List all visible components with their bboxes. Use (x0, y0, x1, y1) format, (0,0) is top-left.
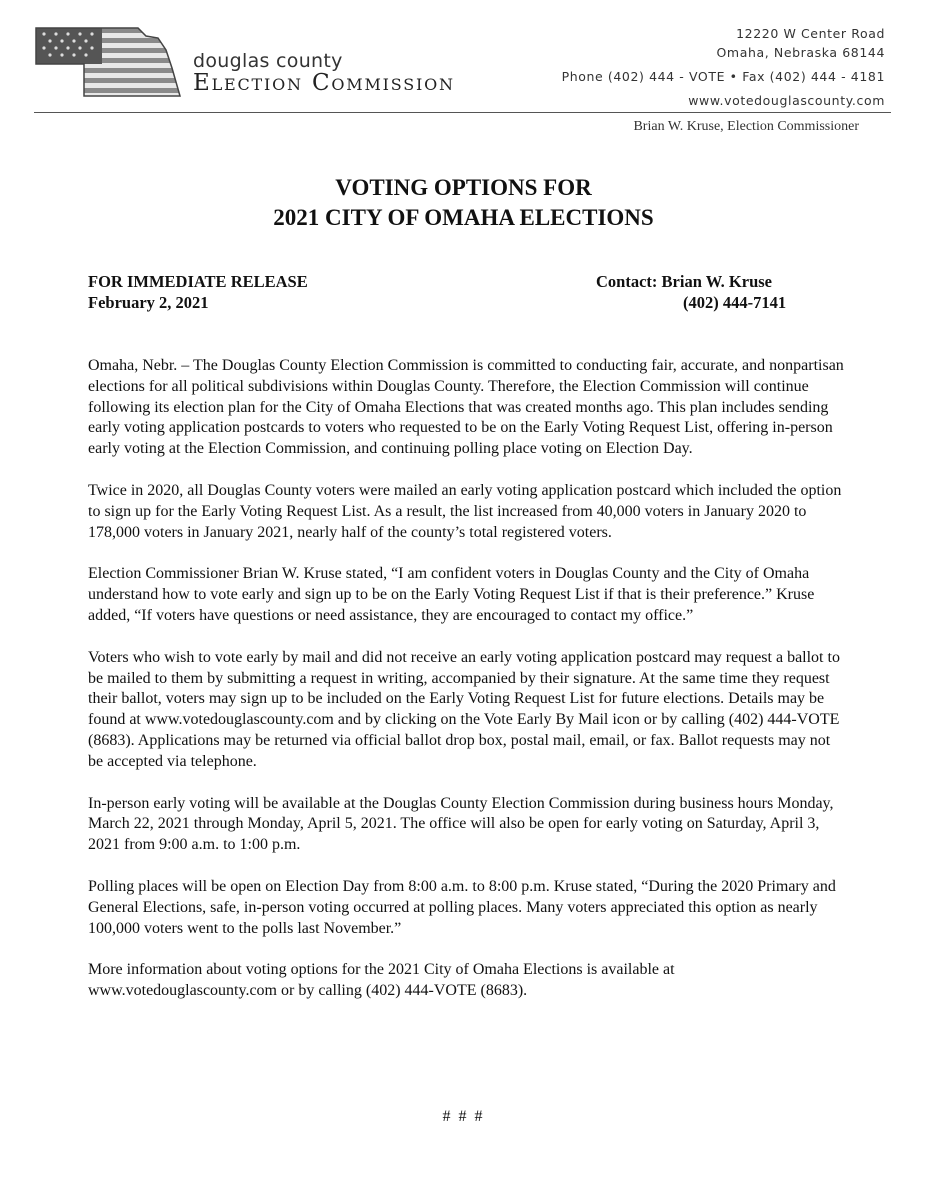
paragraph-mail-voting: Voters who wish to vote early by mail and did not receive an early voting application postcard may request a ballot to be mailed to them by submitting a request in writing, accompanied by their signature. At the same time they request their ballot, voters may sign up to be included on the Early Voting Request List for future elections. Details may be found at www.votedouglascounty.com and by clicking on the Vote Early By Mail icon or by calling (402) 444-VOTE (8683). Applications may be returned via official ballot drop box, postal mail, email, or fax. Ballot requests may not be accepted via telephone. (88, 648, 840, 770)
commissioner-name: Brian W. Kruse, Election Commissioner (633, 119, 859, 134)
paragraph-polling-places: Polling places will be open on Election Day from 8:00 a.m. to 8:00 p.m. Kruse stated, “During the 2020 Primary and General Elections, safe, in-person voting occurred at polling places. Many voters appreciated this option as nearly 100,000 voters went to the polls last November.” (88, 877, 836, 937)
paragraph-commissioner-quote: Election Commissioner Brian W. Kruse stated, “I am confident voters in Douglas County and the City of Omaha understand how to vote early and sign up to be on the Early Voting Request List if that is their preference.” Kruse added, “If voters have questions or need assistance, they are encouraged to contact my office.” (88, 565, 815, 624)
flag-state-logo-icon (34, 24, 184, 102)
page-title-line1: VOTING OPTIONS FOR (335, 175, 592, 200)
paragraph-intro: Omaha, Nebr. – The Douglas County Election Commission is committed to conducting fair, accurate, and nonpartisan elections for all political subdivisions within Douglas County. Therefore, the Election Commission will continue following its election plan for the City of Omaha Elections that was created months ago. This plan includes sending early voting application postcards to voters who requested to be on the Early Voting Request List, offering in-person early voting at the Election Commission, and continuing polling place voting on Election Day. (88, 357, 844, 458)
header-divider (34, 112, 891, 113)
website-link[interactable]: www.votedouglascounty.com (688, 93, 885, 108)
org-name-line1: douglas county (193, 50, 343, 72)
press-release-body (88, 356, 848, 1023)
release-date: February 2, 2021 (88, 293, 209, 312)
page-title-line2: 2021 CITY OF OMAHA ELECTIONS (273, 205, 654, 230)
address-city: Omaha, Nebraska 68144 (716, 45, 885, 60)
paragraph-in-person-early: In-person early voting will be available at the Douglas County Election Commission during business hours Monday, March 22, 2021 through Monday, April 5, 2021. The office will also be open for early voting on Saturday, April 3, 2021 from 9:00 a.m. to 1:00 p.m. (88, 794, 834, 854)
letterhead (0, 0, 927, 140)
address-street: 12220 W Center Road (736, 26, 885, 41)
release-label: FOR IMMEDIATE RELEASE (88, 272, 308, 291)
paragraph-request-list: Twice in 2020, all Douglas County voters were mailed an early voting application postcard which included the option to sign up for the Early Voting Request List. As a result, the list increased from 40,000 voters in January 2020 to 178,000 voters in January 2021, nearly half of the county’s total registered voters. (88, 481, 842, 541)
paragraph-more-info: More information about voting options for the 2021 City of Omaha Elections is available at www.votedouglascounty.com or by calling (402) 444-VOTE (8683). (88, 961, 675, 1000)
phone-fax: Phone (402) 444 - VOTE • Fax (402) 444 - 4181 (561, 69, 885, 84)
end-mark: # # # (442, 1108, 485, 1125)
org-name-line2: Election Commission (193, 70, 455, 96)
contact-phone: (402) 444-7141 (683, 293, 787, 312)
contact-name: Contact: Brian W. Kruse (596, 272, 773, 291)
